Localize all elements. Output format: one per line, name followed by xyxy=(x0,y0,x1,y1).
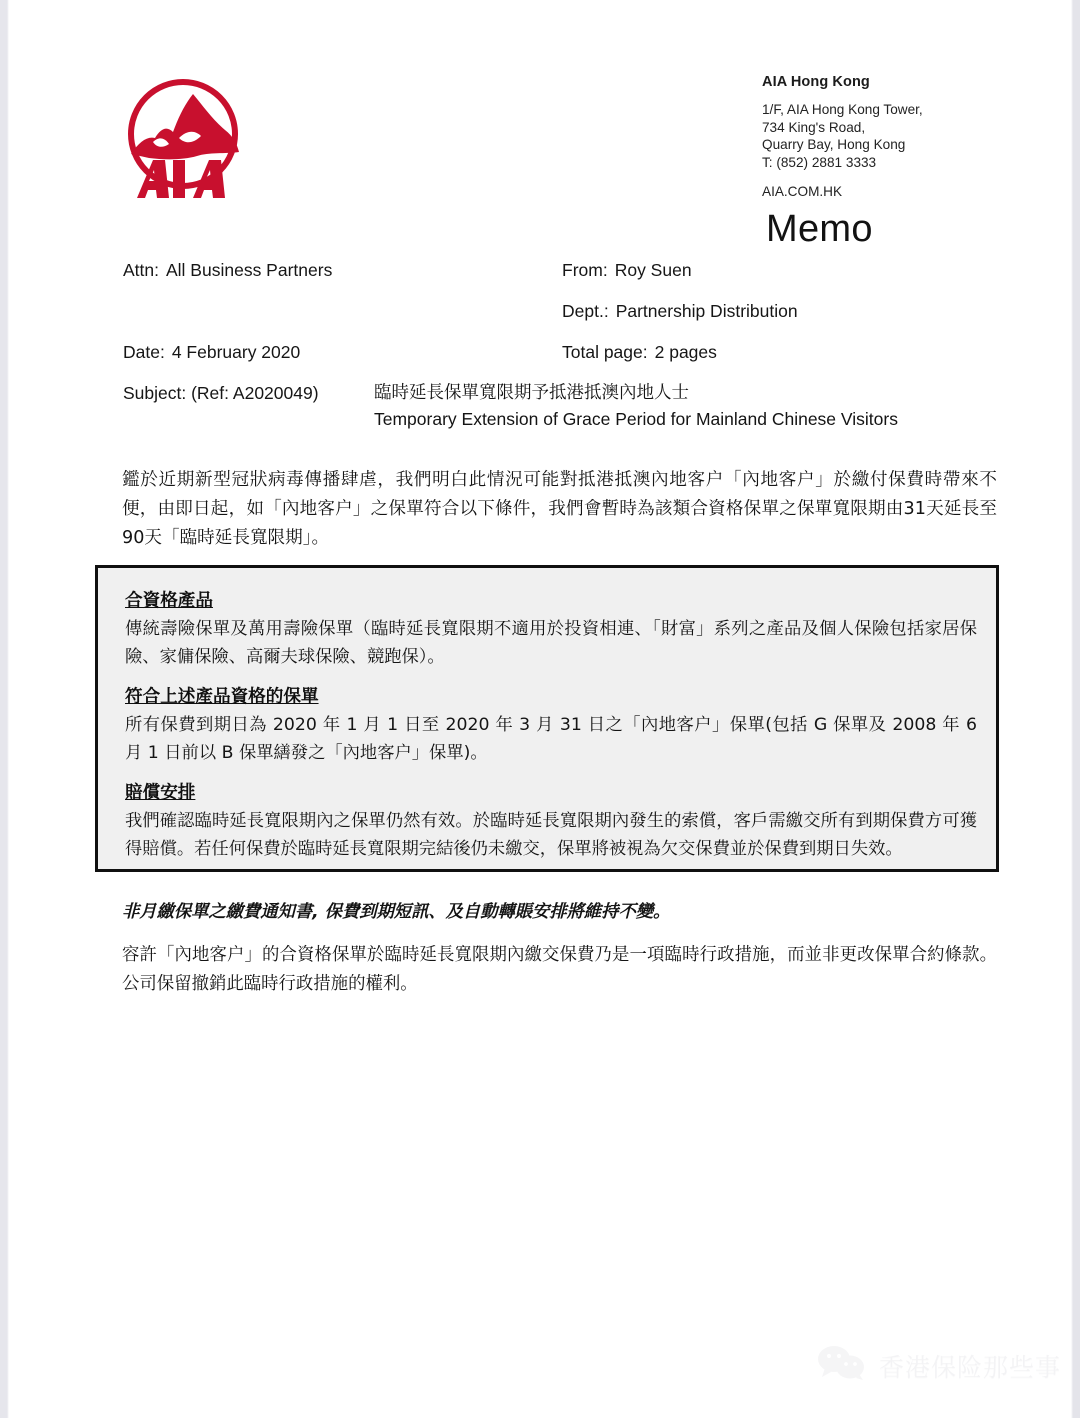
attn-value: All Business Partners xyxy=(166,260,333,280)
field-dept xyxy=(562,301,798,322)
field-date xyxy=(123,342,300,363)
company-address-line-1: 1/F, AIA Hong Kong Tower, xyxy=(762,102,923,117)
highlight-box xyxy=(95,565,999,872)
date-value: 4 February 2020 xyxy=(171,342,301,362)
aia-logo xyxy=(113,72,253,202)
document-title: Memo xyxy=(766,208,873,250)
company-website: AIA.COM.HK xyxy=(762,184,843,200)
section-text: 所有保費到期日為 2020 年 1 月 1 日至 2020 年 3 月 31 日之「內地客户」保單(包括 G 保單及 2008 年 6 月 1 日前以 B 保單繕發之「內地客户」保單)。 xyxy=(125,715,977,763)
italic-note: 非月繳保單之繳費通知書, 保費到期短訊、及自動轉賬安排將維持不變。 xyxy=(122,902,671,922)
section-heading: 符合上述產品資格的保單 xyxy=(125,687,319,707)
document-sheet xyxy=(9,8,1071,1410)
subject-english: Temporary Extension of Grace Period for Mainland Chinese Visitors xyxy=(374,409,898,429)
wechat-icon xyxy=(815,1345,867,1386)
from-value: Roy Suen xyxy=(614,260,692,280)
subject-body xyxy=(374,381,1014,432)
from-label: From: xyxy=(562,260,608,280)
subject-chinese: 臨時延長保單寬限期予抵港抵澳內地人士 xyxy=(374,383,689,403)
closing-paragraph: 容許「內地客户」的合資格保單於臨時延長寬限期內繳交保費乃是一項臨時行政措施，而並非更改保單合約條款。公司保留撤銷此臨時行政措施的權利。 xyxy=(122,945,997,994)
section-text: 傳統壽險保單及萬用壽險保單（臨時延長寬限期不適用於投資相連、「財富」系列之產品及個人保險包括家居保險、家傭保險、高爾夫球保險、競跑保）。 xyxy=(125,619,977,667)
company-info-block xyxy=(762,74,1062,199)
company-address-line-2: 734 King's Road, xyxy=(762,119,866,135)
dept-label: Dept.: xyxy=(562,301,609,321)
date-label: Date: xyxy=(123,342,165,362)
total-page-value: 2 pages xyxy=(654,342,717,362)
company-phone: T: (852) 2881 3333 xyxy=(762,154,877,170)
watermark xyxy=(815,1345,1061,1386)
section-heading: 合資格產品 xyxy=(125,591,213,611)
subject-label: Subject: (Ref: A2020049) xyxy=(123,383,319,403)
box-section-claims-arrangement xyxy=(125,780,977,863)
company-address-line-3: Quarry Bay, Hong Kong xyxy=(762,137,906,153)
attn-label: Attn: xyxy=(123,260,159,280)
box-section-eligible-products xyxy=(125,588,977,671)
field-attn xyxy=(123,260,332,281)
total-page-label: Total page: xyxy=(562,342,648,362)
company-name: AIA Hong Kong xyxy=(762,74,870,90)
box-section-eligible-policies xyxy=(125,684,977,767)
section-heading: 賠償安排 xyxy=(125,783,196,803)
field-from xyxy=(562,260,692,281)
highlight-box-content xyxy=(125,588,977,863)
intro-paragraph: 鑑於近期新型冠狀病毒傳播肆虐，我們明白此情況可能對抵港抵澳內地客户「內地客户」於繳付保費時帶來不便，由即日起，如「內地客户」之保單符合以下條件，我們會暫時為該類合資格保單之保單寬限期由31天延長至90天「臨時延長寬限期」。 xyxy=(122,470,997,548)
field-total-page xyxy=(562,342,717,363)
dept-value: Partnership Distribution xyxy=(615,301,798,321)
section-text: 我們確認臨時延長寬限期內之保單仍然有效。於臨時延長寬限期內發生的索償，客戶需繳交所有到期保費方可獲得賠償。若任何保費於臨時延長寬限期完結後仍未繳交，保單將被視為欠交保費並於保費到期日失效。 xyxy=(125,811,977,859)
watermark-text: 香港保险那些事 xyxy=(879,1352,1062,1382)
